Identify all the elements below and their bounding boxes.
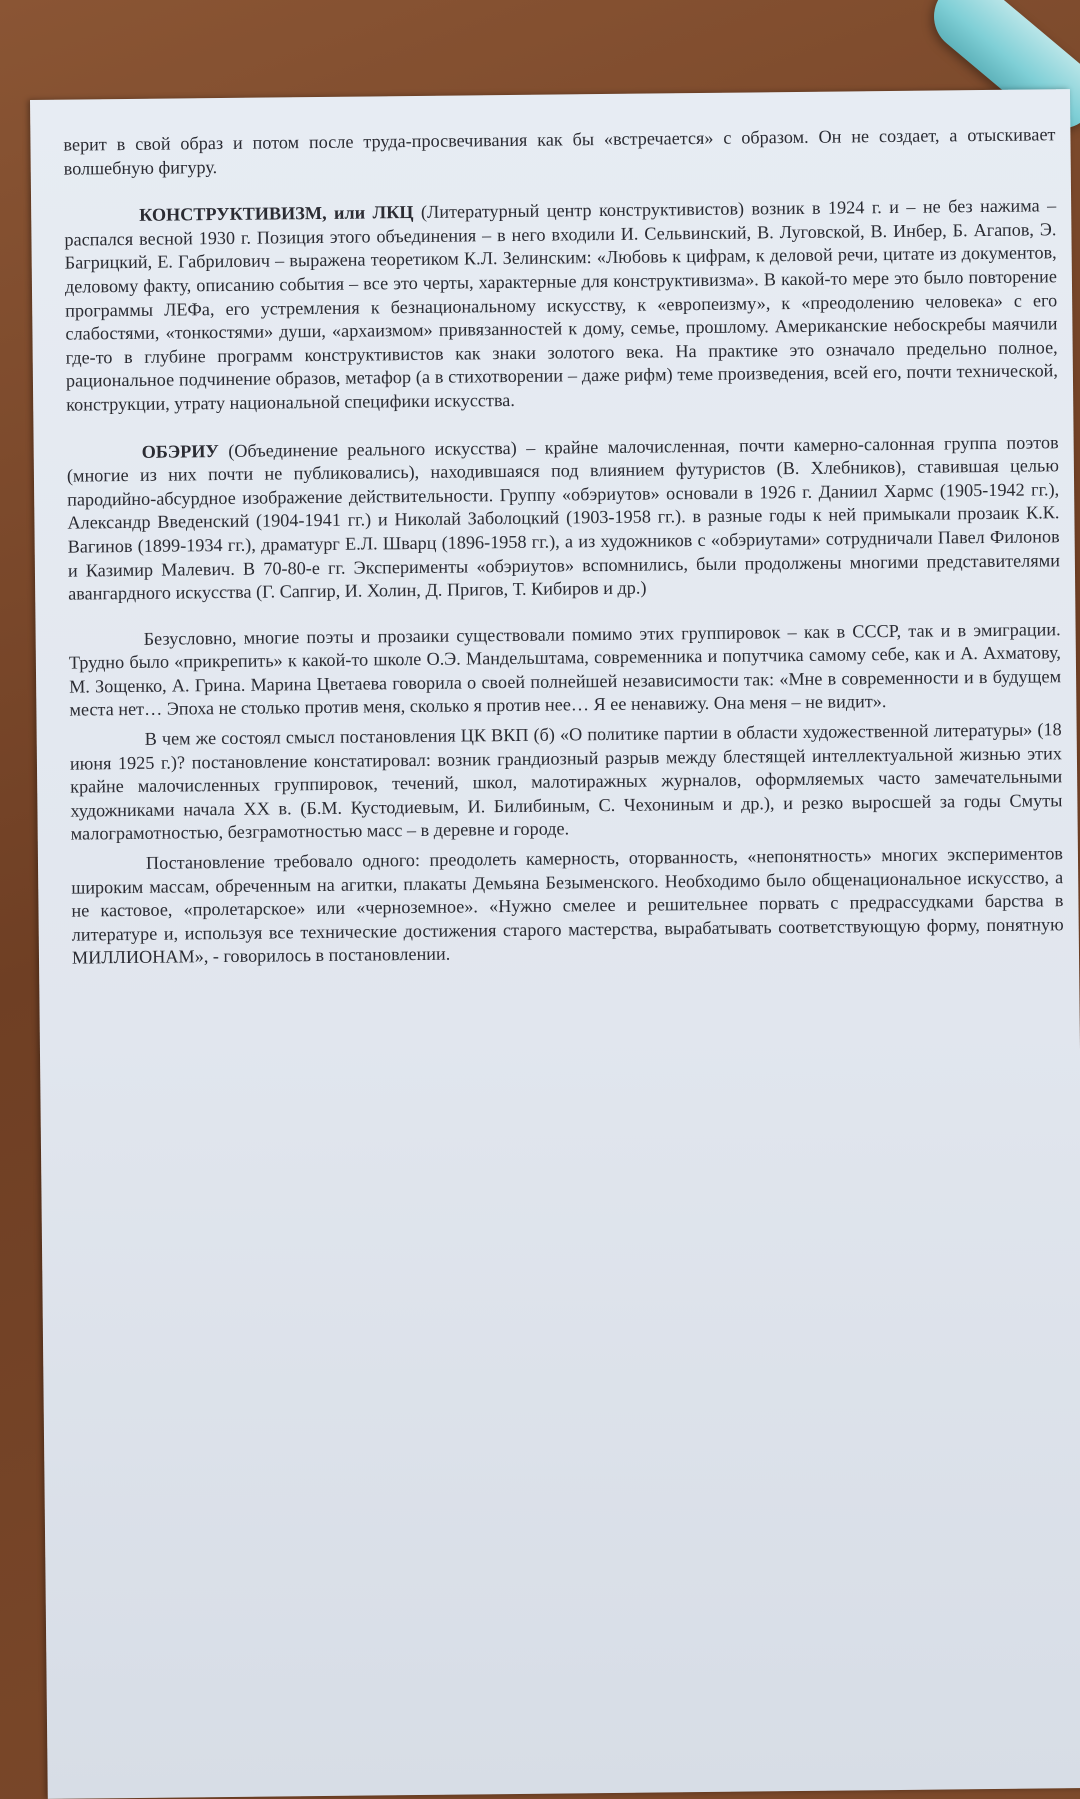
paragraph-intro: верит в свой образ и потом после труда-просвечивания как бы «встречается» с образом. Он не создает, а отыскивает волшебную фигуру. bbox=[63, 124, 1056, 179]
paragraph-oberiu bbox=[67, 431, 1061, 607]
term-constructivism: КОНСТРУКТИВИЗМ, или ЛКЦ bbox=[139, 202, 414, 226]
paragraph-independent-writers: Безусловно, многие поэты и прозаики существовали помимо этих группировок – как в СССР, так и в эмиграции. Трудно было «прикрепить» к какой-то школе О.Э. Мандельштама, современника и попутчика самому себе, как и А. Ахматову, М. Зощенко, А. Грина. Марина Цветаева говорила о своей полнейшей независимости так: «Мне в современности и в будущем места нет… Эпоха не столько против меня, сколько я против нее… Я ее ненавижу. Она меня – не видит». bbox=[68, 618, 1062, 721]
printed-page bbox=[30, 89, 1080, 1799]
paragraph-resolution: В чем же состоял смысл постановления ЦК ВКП (б) «О политике партии в области художественной литературы» (18 июня 1925 г.)? постановление констатировал: возник грандиозный разрыв между блестящей интеллектуальной жизнью этих крайне малочисленных группировок, течений, школ, малотиражных журналов, оформляемых часто замечательными художниками начала XX в. (Б.М. Кустодиевым, И. Билибиным, С. Чехониным и др.), и резко выросшей за годы Смуты малограмотностью, безграмотностью масс – в деревне и городе. bbox=[69, 719, 1063, 845]
oberiu-text: (Объединение реального искусства) – крайне малочисленная, почти камерно-салонная группа поэтов (многие из них почти не публиковались), находившаяся под влиянием футуристов (В. Хлебников), ставившая целью пародийно-абсурдное изображение действительности. Группу «обэриутов» основали в 1926 г. Даниил Хармс (1905-1942 гг.), Александр Введенский (1904-1941 гг.) и Николай Заболоцкий (1903-1958 гг.). в разные годы к ней примыкали прозаик К.К. Вагинов (1899-1934 гг.), драматург Е.Л. Шварц (1896-1958 гг.), а из художников с «обэриутами» сотрудничали Павел Филонов и Казимир Малевич. В 70-80-е гг. Эксперименты «обэриутов» вспомнились, были продолжены многими представителями авангардного искусства (Г. Сапгир, И. Холин, Д. Пригов, Т. Кибиров и др.) bbox=[66, 431, 1060, 604]
paragraph-constructivism bbox=[64, 194, 1058, 417]
term-oberiu: ОБЭРИУ bbox=[141, 440, 219, 462]
page-text bbox=[63, 123, 1064, 970]
constructivism-text: (Литературный центр конструктивистов) возник в 1924 г. и – не без нажима – распался весной 1930 г. Позиция этого объединения – в него входили И. Сельвинский, В. Луговской, В. Инбер, Б. Агапов, Э. Багрицкий, Е. Габрилович – выражена теоретиком К.Л. Зелинским: «Любовь к цифрам, к деловой речи, цитате из документов, деловому факту, описанию события – все это черты, характерные для конструктивизма». В какой-то мере это было повторение программы ЛЕФа, его устремления к безнациональному искусству, к «европеизму», к «преодолению человека» с его слабостями, «тонкостями» души, «архаизмом» привязанностей к дому, семье, прошлому. Американские небоскребы маячили где-то в глубине программ конструктивистов как знаки золотого века. На практике это означало предельно полное, рациональное подчинение образов, метафор (а в стихотворении – даже рифм) теме произведения, всей его, почти технической, конструкции, утрату национальной специфики искусства. bbox=[64, 195, 1058, 415]
paragraph-resolution-demand: Постановление требовало одного: преодолеть камерность, оторванность, «непонятность» многих экспериментов широким массам, обреченным на агитки, плакаты Демьяна Безыменского. Необходимо было общенациональное искусство, а не кастовое, «пролетарское» или «черноземное». «Нужно смелее и решительнее порвать с предрассудками барства в литературе и, используя все технические достижения старого мастерства, вырабатывать соответствующую форму, понятную МИЛЛИОНАМ», - говорилось в постановлении. bbox=[71, 843, 1064, 969]
